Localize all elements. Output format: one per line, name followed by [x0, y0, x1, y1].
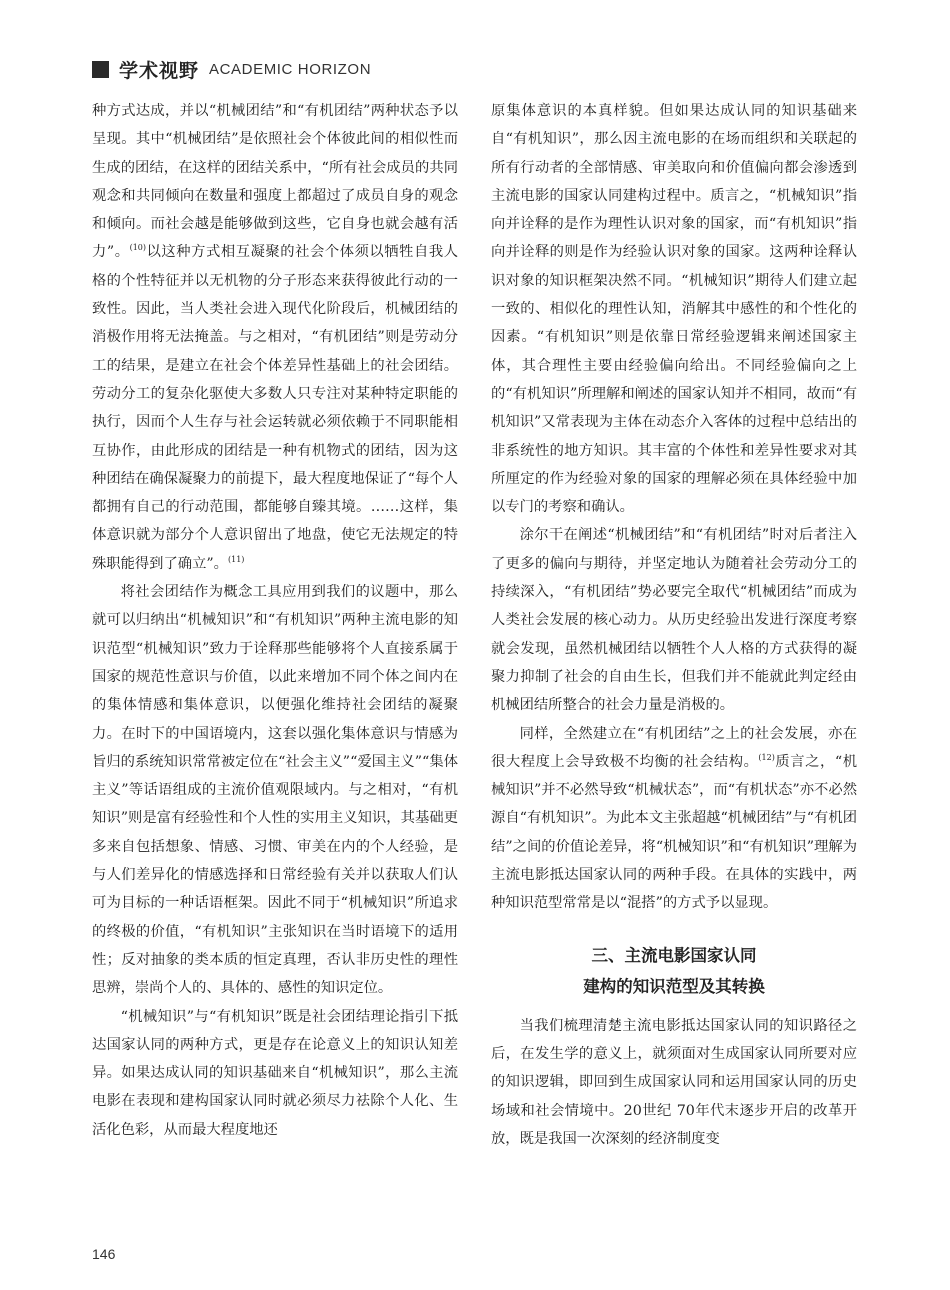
- left-p1-text-cont: 以这种方式相互凝聚的社会个体须以牺牲自我人格的个性特征并以无机物的分子形态来获得彼此行动的一致性。因此，当人类社会进入现代化阶段后，机械团结的消极作用将无法掩盖。与之相对，“有机团结”则是劳动分工的结果，是建立在社会个体差异性基础上的社会团结。劳动分工的复杂化驱使大多数人只专注对某种特定职能的执行，因而个人生存与社会运转就必须依赖于不同职能相互协作，由此形成的团结是一种有机物式的团结，因为这种团结在确保凝聚力的前提下，最大程度地保证了“每个人都拥有自己的行动范围，都能够自臻其境。……这样，集体意识就为部分个人意识留出了地盘，使它无法规定的特殊职能得到了确立”。: [92, 244, 459, 572]
- section-heading: [491, 940, 857, 1002]
- left-paragraph-1: [92, 97, 458, 578]
- right-p3-text-cont: 质言之，“机械知识”并不必然导致“机械状态”，而“有机状态”亦不必然源自“有机知识”。为此本文主张超越“机械团结”与“有机团结”之间的价值论差异，将“机械知识”和“有机知识”理解为主流电影抵达国家认同的两种手段。在具体的实践中，两种知识范型常常是以“混搭”的方式予以显现。: [491, 753, 857, 912]
- footnote-ref-11: (11): [227, 554, 245, 564]
- section-heading-line-2: 建构的知识范型及其转换: [583, 976, 765, 996]
- left-paragraph-3: “机械知识”与“有机知识”既是社会团结理论指引下抵达国家认同的两种方式，更是存在论意义上的知识认知差异。如果达成认同的知识基础来自“机械知识”，那么主流电影在表现和建构国家认同时就必须尽力祛除个人化、生活化色彩，从而最大程度地还: [92, 1008, 458, 1138]
- right-paragraph-2: 涂尔干在阐述“机械团结”和“有机团结”时对后者注入了更多的偏向与期待，并坚定地认为随着社会劳动分工的持续深入，“有机团结”势必要完全取代“机械团结”而成为人类社会发展的核心动力。从历史经验出发进行深度考察就会发现，虽然机械团结以牺牲个人人格的方式获得的凝聚力抑制了社会的自由生长，但我们并不能就此判定经由机械团结所整合的社会力量是消极的。: [491, 527, 857, 714]
- right-column: [491, 97, 857, 1153]
- left-paragraph-2: 将社会团结作为概念工具应用到我们的议题中，那么就可以归纳出“机械知识”和“有机知识”两种主流电影的知识范型“机械知识”致力于诠释那些能够将个人直接系属于国家的规范性意识与价值，以此来增加不同个体之间内在的集体情感和集体意识，以便强化维持社会团结的凝聚力。在时下的中国语境内，这套以强化集体意识与情感为旨归的系统知识常常被定位在“社会主义”“爱国主义”“集体主义”等话语组成的主流价值观限域内。与之相对，“有机知识”则是富有经验性和个人性的实用主义知识，其基础更多来自包括想象、情感、习惯、审美在内的个人经验，是与人们差异化的情感选择和日常经验有关并以获取人们认可为目标的一种话语框架。因此不同于“机械知识”所追求的终极的价值，“有机知识”主张知识在当时语境下的适用性；反对抽象的类本质的恒定真理，否认非历史性的理性思辨，崇尚个人的、具体的、感性的知识定位。: [92, 584, 458, 997]
- header-square-mark: [92, 61, 109, 78]
- footnote-ref-12: (12): [758, 752, 775, 762]
- header-chinese-title: 学术视野: [119, 59, 200, 82]
- left-p1-text: 种方式达成，并以“机械团结”和“有机团结”两种状态予以呈现。其中“机械团结”是依照社会个体彼此间的相似性而生成的团结，在这样的团结关系中，“所有社会成员的共同观念和共同倾向在数量和强度上都超过了成员自身的观念和倾向。而社会越是能够做到这些，它自身也就会越有活力”。: [92, 103, 458, 261]
- header-english-title: ACADEMIC HORIZON: [209, 60, 372, 78]
- running-header: [92, 56, 371, 82]
- left-column: [92, 97, 458, 1144]
- footnote-ref-10: (10): [129, 243, 147, 253]
- right-paragraph-4: 当我们梳理清楚主流电影抵达国家认同的知识路径之后，在发生学的意义上，就须面对生成国家认同所要对应的知识逻辑，即回到生成国家认同和运用国家认同的历史场域和社会情境中。20世纪 70年代末逐步开启的改革开放，既是我国一次深刻的经济制度变: [491, 1017, 857, 1147]
- right-paragraph-3: [491, 720, 857, 918]
- right-p3-text: 同样，全然建立在“有机团结”之上的社会发展，亦在很大程度上会导致极不均衡的社会结构。: [491, 725, 857, 770]
- page-number: 146: [92, 1246, 116, 1262]
- section-heading-line-1: 三、主流电影国家认同: [591, 945, 757, 965]
- right-paragraph-1: 原集体意识的本真样貌。但如果达成认同的知识基础来自“有机知识”，那么因主流电影的在场而组织和关联起的所有行动者的全部情感、审美取向和价值偏向都会渗透到主流电影的国家认同建构过程中。质言之，“机械知识”指向并诠释的是作为理性认识对象的国家，而“有机知识”指向并诠释的则是作为经验认识对象的国家。这两种诠释认识对象的知识框架决然不同。“机械知识”期待人们建立起一致的、相似化的理性认知，消解其中感性的和个性化的因素。“有机知识”则是依靠日常经验逻辑来阐述国家主体，其合理性主要由经验偏向给出。不同经验偏向之上的“有机知识”所理解和阐述的国家认知并不相同，故而“有机知识”又常表现为主体在动态介入客体的过程中总结出的非系统性的地方知识。其丰富的个体性和差异性要求对其所厘定的作为经验对象的国家的理解必须在具体经验中加以专门的考察和确认。: [491, 103, 857, 516]
